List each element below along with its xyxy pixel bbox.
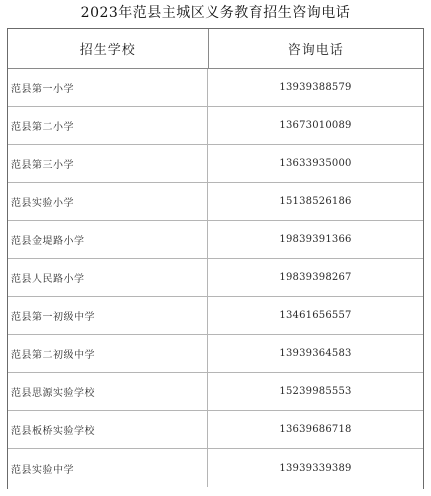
phone-cell: 19839398267	[279, 272, 352, 283]
phone-cell: 15138526186	[279, 196, 352, 207]
school-name-cell: 范县人民路小学	[8, 259, 208, 296]
phone-cell: 15239985553	[279, 386, 352, 397]
table-row	[8, 449, 423, 487]
school-name-cell: 范县第一初级中学	[8, 297, 208, 334]
table-header-row	[8, 29, 423, 69]
table-row	[8, 335, 423, 373]
table-body	[8, 69, 423, 487]
school-name-cell: 范县实验中学	[8, 449, 208, 487]
table-row	[8, 145, 423, 183]
table-row	[8, 411, 423, 449]
phone-cell: 13673010089	[279, 120, 352, 131]
document-title: 2023年范县主城区义务教育招生咨询电话	[80, 5, 351, 21]
school-name-cell: 范县思源实验学校	[8, 373, 208, 410]
school-name-cell: 范县金堤路小学	[8, 221, 208, 258]
phone-cell: 13939364583	[279, 348, 352, 359]
table-row	[8, 69, 423, 107]
school-name-cell: 范县第一小学	[8, 69, 208, 106]
school-name-cell: 范县板桥实验学校	[8, 411, 208, 448]
table-row	[8, 183, 423, 221]
phone-cell: 13939388579	[279, 82, 352, 93]
header-phone: 咨询电话	[287, 43, 344, 58]
phone-cell: 13633935000	[279, 158, 352, 169]
phone-cell: 13639686718	[279, 424, 352, 435]
table-row	[8, 373, 423, 411]
table-row	[8, 259, 423, 297]
table-row	[8, 107, 423, 145]
school-name-cell: 范县第二初级中学	[8, 335, 208, 372]
enrollment-phone-table	[7, 28, 424, 489]
table-row	[8, 221, 423, 259]
school-name-cell: 范县实验小学	[8, 183, 208, 220]
header-school: 招生学校	[8, 29, 209, 68]
phone-cell: 19839391366	[279, 234, 352, 245]
phone-cell: 13461656557	[279, 310, 352, 321]
phone-cell: 13939339389	[279, 462, 352, 474]
school-name-cell: 范县第三小学	[8, 145, 208, 182]
school-name-cell: 范县第二小学	[8, 107, 208, 144]
table-row	[8, 297, 423, 335]
